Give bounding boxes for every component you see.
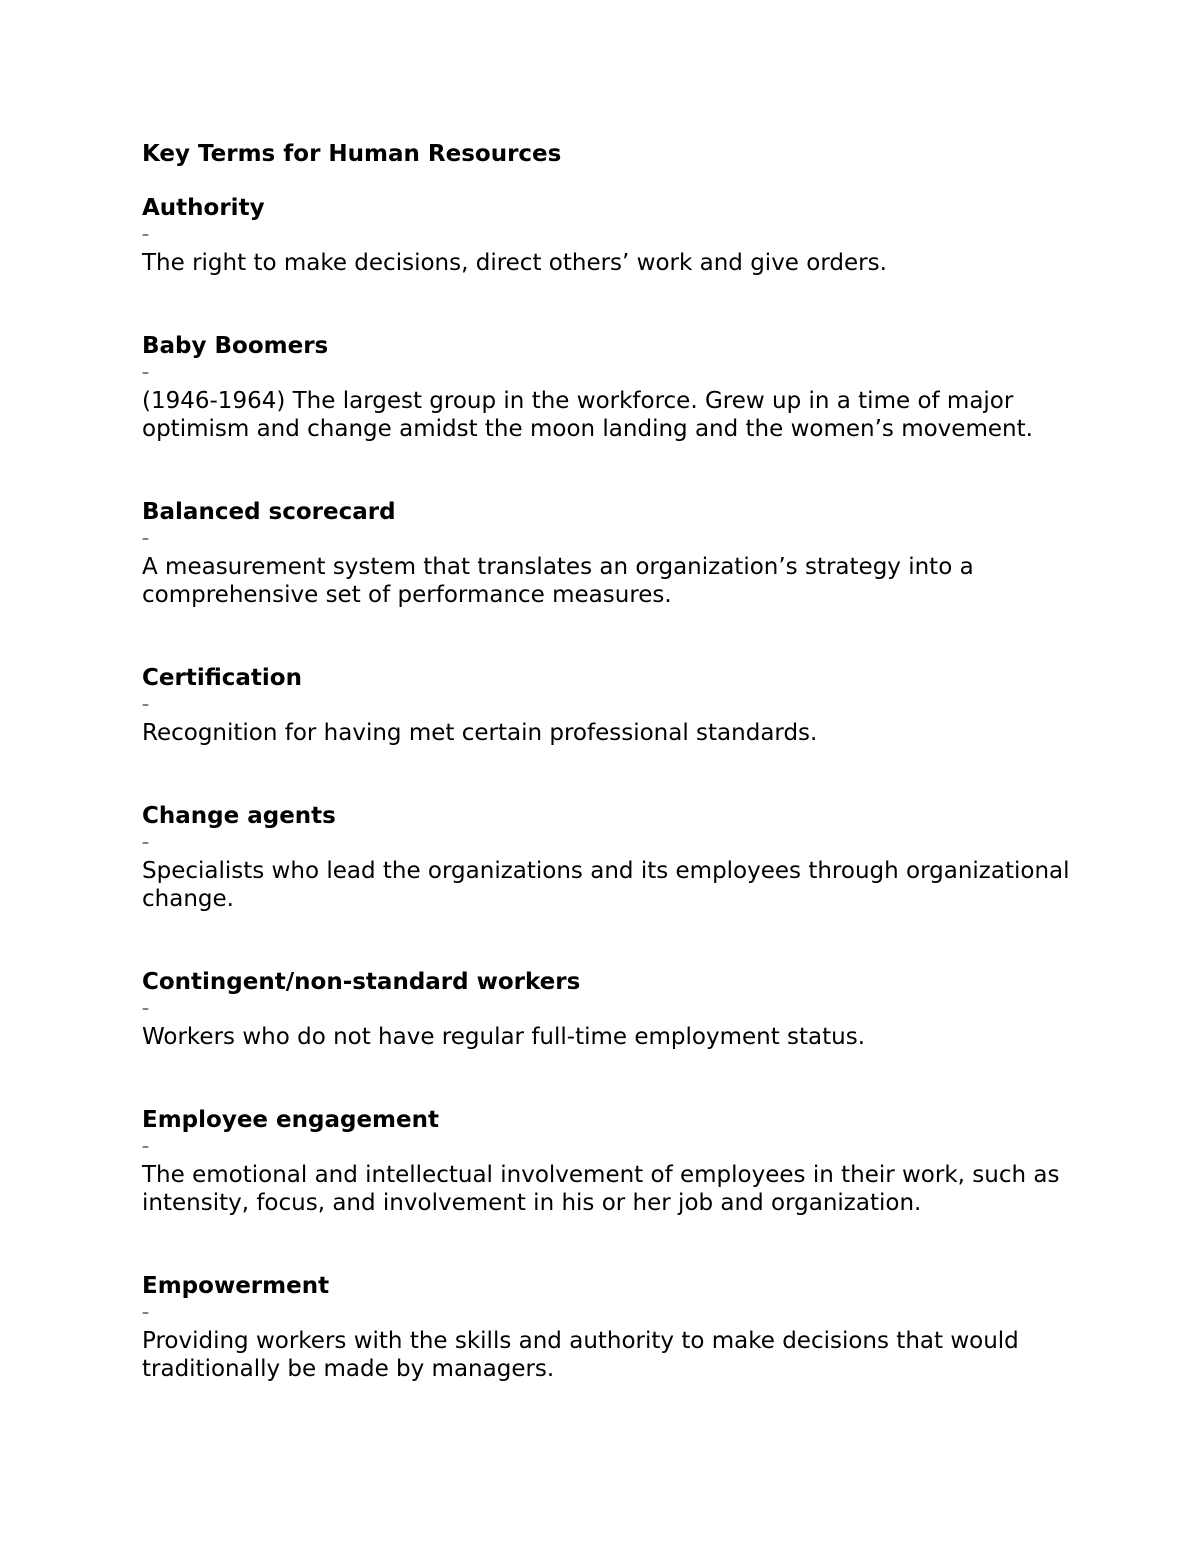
term-name: Empowerment xyxy=(142,1273,330,1299)
spacer xyxy=(142,277,1082,332)
term-dash: – xyxy=(142,697,149,713)
term-dash: – xyxy=(142,1139,149,1155)
term-definition: The right to make decisions, direct others’ work and give orders. xyxy=(142,250,887,276)
term-entry-baby-boomers xyxy=(142,332,1082,443)
term-entry-change-agents xyxy=(142,802,1082,913)
term-definition: (1946-1964) The largest group in the workforce. Grew up in a time of major optimism and change amidst the moon landing and the women’s movement. xyxy=(142,388,1033,442)
document-page xyxy=(142,140,1082,1383)
term-dash: – xyxy=(142,1305,149,1321)
term-definition: Providing workers with the skills and authority to make decisions that would traditionally be made by managers. xyxy=(142,1328,1019,1382)
term-definition: Recognition for having met certain professional standards. xyxy=(142,720,818,746)
term-name: Balanced scorecard xyxy=(142,499,396,525)
term-entry-authority xyxy=(142,194,1082,277)
term-definition: Specialists who lead the organizations and its employees through organizational change. xyxy=(142,858,1070,912)
term-name: Contingent/non-standard workers xyxy=(142,969,581,995)
term-entry-empowerment xyxy=(142,1272,1082,1383)
term-name: Change agents xyxy=(142,803,336,829)
term-name: Employee engagement xyxy=(142,1107,439,1133)
term-entry-employee-engagement xyxy=(142,1106,1082,1217)
document-title: Key Terms for Human Resources xyxy=(142,141,562,167)
term-dash: – xyxy=(142,365,149,381)
spacer xyxy=(142,913,1082,968)
term-name: Certification xyxy=(142,665,302,691)
term-list xyxy=(142,194,1082,1383)
term-dash: – xyxy=(142,531,149,547)
term-entry-contingent-workers xyxy=(142,968,1082,1051)
term-name: Authority xyxy=(142,195,265,221)
term-entry-certification xyxy=(142,664,1082,747)
term-dash: – xyxy=(142,1001,149,1017)
term-definition: A measurement system that translates an organization’s strategy into a comprehensive set of performance measures. xyxy=(142,554,974,608)
spacer xyxy=(142,1217,1082,1272)
term-definition: The emotional and intellectual involvement of employees in their work, such as intensity, focus, and involvement in his or her job and organization. xyxy=(142,1162,1060,1216)
term-dash: – xyxy=(142,227,149,243)
term-entry-balanced-scorecard xyxy=(142,498,1082,609)
term-name: Baby Boomers xyxy=(142,333,329,359)
spacer xyxy=(142,609,1082,664)
spacer xyxy=(142,1051,1082,1106)
term-dash: – xyxy=(142,835,149,851)
term-definition: Workers who do not have regular full-time employment status. xyxy=(142,1024,866,1050)
spacer xyxy=(142,443,1082,498)
spacer xyxy=(142,747,1082,802)
